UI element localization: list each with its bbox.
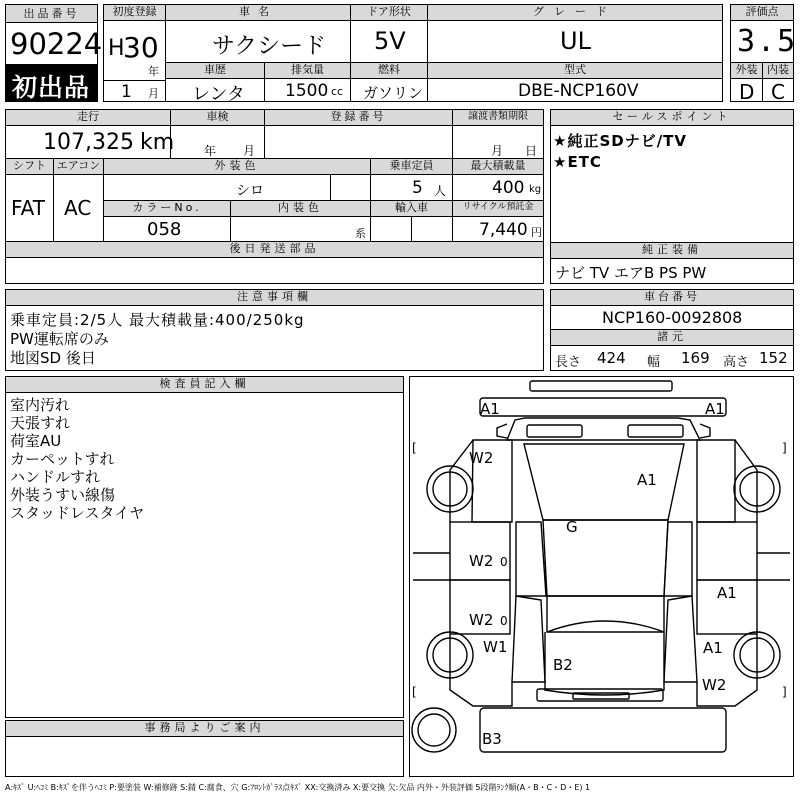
score-value: 3.5: [737, 24, 798, 59]
registration-era: H: [108, 36, 125, 61]
shift-label: シフト: [5, 158, 54, 175]
max-load-label: 最大積載量: [452, 158, 544, 175]
capacity-value: 5: [412, 178, 423, 198]
aircon-value: AC: [64, 196, 92, 220]
length-value: 424: [597, 349, 626, 367]
car-diagram-frame: [409, 376, 794, 777]
fuel-value: ガソリン: [363, 84, 424, 102]
exterior-grade: D: [739, 80, 755, 104]
later-parts-label: 後日発送部品: [5, 241, 544, 258]
displacement-value: 1500: [285, 81, 329, 101]
history-value: レンタ: [192, 84, 245, 105]
notes-label: 注意事項欄: [5, 289, 544, 306]
interior-grade: C: [771, 80, 785, 104]
dimensions-label: 諸元: [550, 329, 794, 346]
mark-front-right: A1: [705, 400, 725, 418]
genuine-equipment-label: 純正装備: [550, 242, 794, 259]
svg-text:]: ]: [782, 685, 787, 699]
recycle-label: リサイクル預託金: [452, 200, 544, 217]
int-color-label: 内装色: [230, 200, 371, 217]
doors-label: ドア形状: [350, 4, 428, 21]
ext-color-label: 外装色: [103, 158, 371, 175]
lot-number-label: 出品番号: [5, 4, 98, 23]
registration-month-cell: 1 月: [103, 80, 166, 102]
registration-label: 初度登録: [103, 4, 166, 21]
first-listing-badge: 初出品: [5, 64, 98, 102]
note-line-2: PW運転席のみ: [10, 330, 109, 348]
inspector-label: 検査員記入欄: [5, 376, 404, 393]
max-load-value: 400: [492, 178, 525, 198]
mark-front-left: A1: [480, 400, 500, 418]
grade-value: UL: [560, 27, 591, 55]
color-no-value: 058: [147, 219, 182, 240]
mark-rear-bumper: B3: [482, 730, 502, 748]
sales-point-2: ★ETC: [553, 153, 602, 171]
registration-year: 30: [123, 31, 159, 64]
color-no-label: カラーNo.: [103, 200, 231, 217]
genuine-equipment: ナビ TV エアB PS PW: [555, 264, 707, 282]
lot-number: 90224: [10, 27, 103, 61]
transfer-docs-label: 譲渡書類期限: [452, 109, 544, 126]
import-label: 輸入車: [370, 200, 453, 217]
displacement-label: 排気量: [264, 62, 351, 79]
exterior-grade-label: 外装: [730, 62, 763, 79]
mark-right-mid: A1: [717, 584, 737, 602]
lot-number-cell: [5, 22, 103, 65]
fuel-label: 燃料: [350, 62, 428, 79]
chassis-number: NCP160-0092808: [602, 308, 743, 327]
model-code-label: 型式: [427, 62, 723, 79]
reg-number-label: 登録番号: [264, 109, 453, 126]
svg-text:0: 0: [500, 614, 508, 628]
office-label: 事務局よりご案内: [5, 720, 404, 737]
note-line-3: 地図SD 後日: [10, 349, 96, 367]
grade-label: グレード: [427, 4, 723, 21]
recycle-value: 7,440: [479, 220, 528, 240]
car-name-label: 車名: [165, 4, 351, 21]
mileage-label: 走行: [5, 109, 171, 126]
mileage-value: 107,325: [43, 130, 134, 155]
mark-right-quarter: W2: [702, 676, 727, 694]
sales-points-label: セールスポイント: [550, 109, 794, 126]
doors-value: 5V: [374, 27, 406, 55]
history-label: 車歴: [165, 62, 265, 79]
mark-left-front-door: W2: [469, 449, 494, 467]
svg-text:[: [: [412, 441, 417, 455]
inspection-label: 車検: [170, 109, 265, 126]
mark-left-mid: W2: [469, 552, 494, 570]
chassis-label: 車台番号: [550, 289, 794, 306]
mark-left-rear-fender: W1: [483, 638, 508, 656]
ext-color-value: シロ: [236, 183, 264, 199]
legend: A:ｷｽﾞ U:ﾍｺﾐ B:ｷｽﾞを伴うﾍｺﾐ P:要塗装 W:補修跡 S:錆 C:腐食、穴 G:ﾌﾛﾝﾄｶﾞﾗｽ点ｷｽﾞ XX:交換済み X:要交換 欠:欠品 内外・外装評価 5段階ﾗﾝｸ順(A・B・C・D・E) 1: [5, 783, 591, 792]
interior-grade-label: 内装: [762, 62, 794, 79]
svg-text:]: ]: [782, 441, 787, 455]
aircon-label: エアコン: [53, 158, 104, 175]
model-code: DBE-NCP160V: [518, 81, 639, 101]
capacity-label: 乗車定員: [370, 158, 453, 175]
svg-text:0: 0: [500, 555, 508, 569]
sales-point-1: ★純正SDナビ/TV: [553, 132, 688, 150]
mark-right-rear: A1: [703, 639, 723, 657]
shift-value: FAT: [11, 196, 46, 220]
mark-roof: G: [566, 518, 578, 536]
car-name: サクシード: [212, 33, 327, 59]
mark-rear-gate: B2: [553, 656, 573, 674]
inspector-notes: 室内汚れ 天張すれ 荷室AU カーペットすれ ハンドルすれ 外装うすい線傷 スタッドレスタイヤ: [10, 396, 145, 522]
mark-left-rear: W2: [469, 611, 494, 629]
svg-text:[: [: [412, 685, 417, 699]
height-value: 152: [759, 349, 788, 367]
registration-year-cell: H 30 年: [103, 20, 166, 81]
note-line-1: 乗車定員:2/5人 最大積載量:400/250kg: [10, 311, 305, 329]
registration-month: 1: [121, 82, 132, 102]
mark-hood: A1: [637, 471, 657, 489]
score-label: 評価点: [730, 4, 794, 21]
width-value: 169: [681, 349, 710, 367]
